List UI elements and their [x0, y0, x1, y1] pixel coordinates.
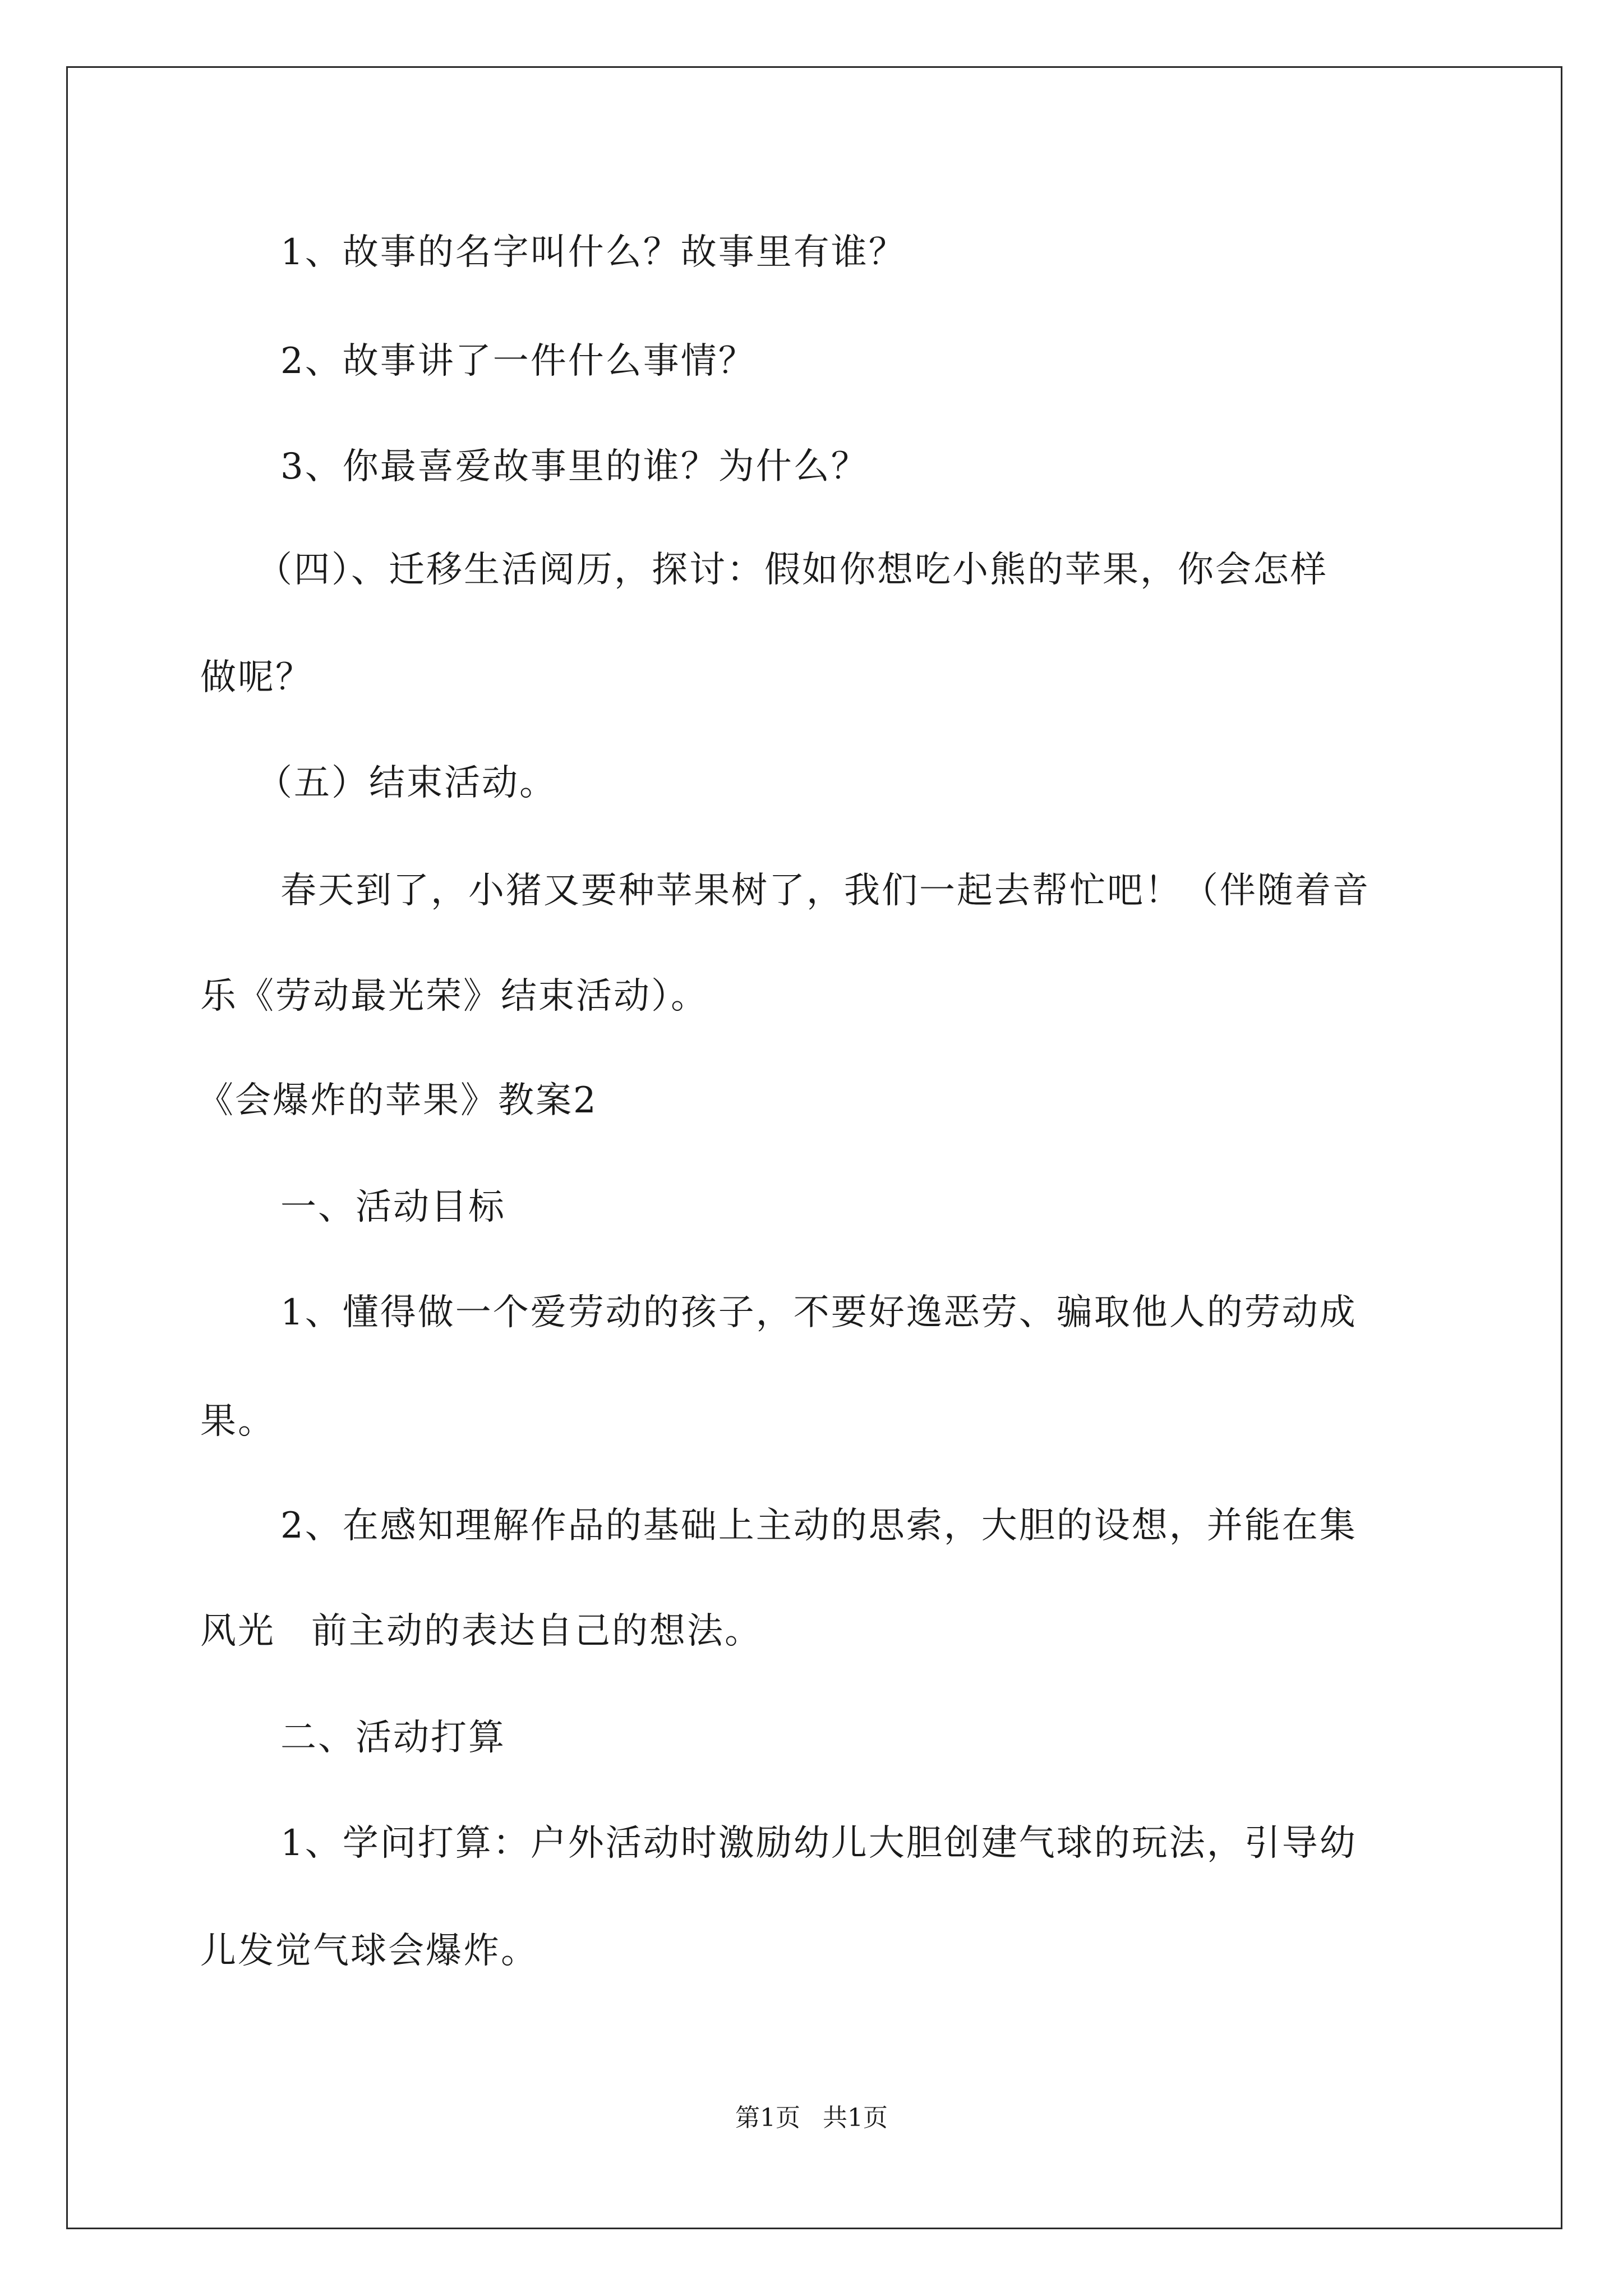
paragraph-spring: 春天到了，小猪又要种苹果树了，我们一起去帮忙吧！（伴随着音: [280, 870, 1370, 912]
paragraph-prep-1-cont: 儿发觉气球会爆炸。: [200, 1930, 538, 1972]
page-number: 第1页: [735, 2104, 800, 2132]
paragraph-step-5: （五）结束活动。: [256, 762, 557, 804]
watermark-fragment: 风光: [200, 1611, 275, 1652]
paragraph-question-1: 1、故事的名字叫什么？故事里有谁？: [280, 232, 906, 273]
paragraph-question-3: 3、你最喜爱故事里的谁？为什么？: [280, 446, 869, 487]
paragraph-step-4-cont: 做呢？: [200, 657, 313, 698]
paragraph-spring-cont: 乐《劳动最光荣》结束活动）。: [200, 976, 708, 1017]
paragraph-goal-2: 2、在感知理解作品的基础上主动的思索，大胆的设想，并能在集: [280, 1505, 1357, 1547]
page-footer: [0, 2102, 1623, 2134]
section-title: 《会爆炸的苹果》教案2: [197, 1080, 598, 1121]
paragraph-goal-1: 1、懂得做一个爱劳动的孩子，不要好逸恶劳、骗取他人的劳动成: [280, 1292, 1357, 1333]
paragraph-prep-1: 1、学问打算：户外活动时激励幼儿大胆创建气球的玩法，引导幼: [280, 1823, 1357, 1864]
paragraph-question-2: 2、故事讲了一件什么事情？: [280, 341, 756, 382]
heading-activity-prep: 二、活动打算: [280, 1717, 506, 1759]
paragraph-step-4: （四）、迁移生活阅历，探讨：假如你想吃小熊的苹果，你会怎样: [256, 549, 1328, 591]
page-border: [66, 66, 1562, 2229]
paragraph-goal-1-cont: 果。: [200, 1401, 275, 1442]
paragraph-goal-2-cont: 风光 前主动的表达自己的想法。: [200, 1611, 762, 1652]
heading-activity-goals: 一、活动目标: [280, 1186, 506, 1228]
page-total: 共1页: [823, 2104, 888, 2132]
